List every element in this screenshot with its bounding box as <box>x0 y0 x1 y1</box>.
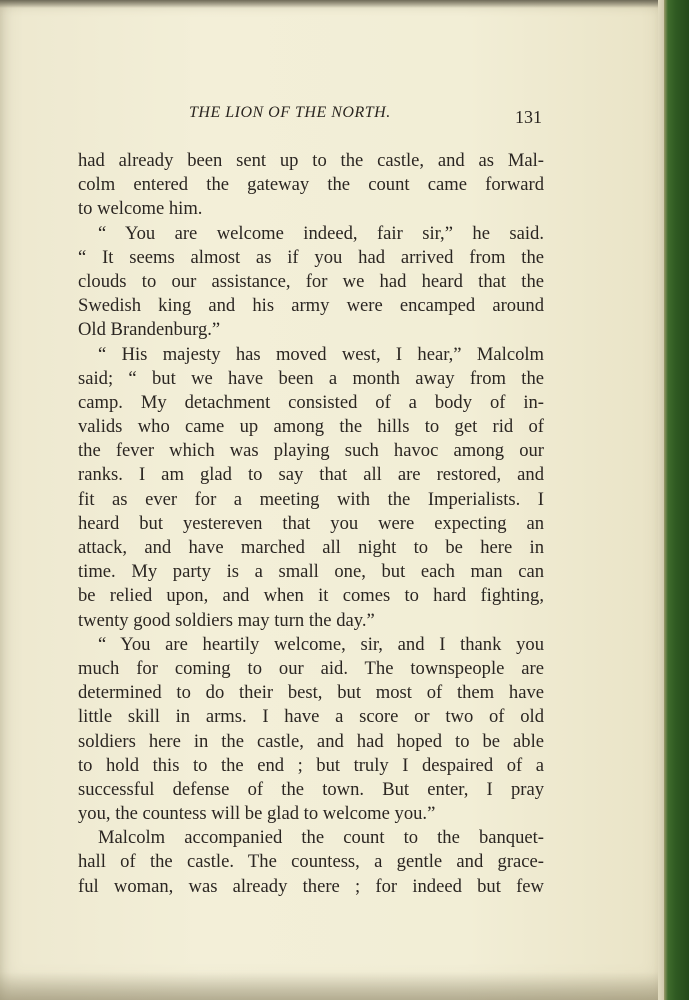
text-line: time. My party is a small one, but each man can <box>78 561 544 583</box>
text-line: camp. My detachment consisted of a body of in- <box>78 391 544 413</box>
text-line: heard but yestereven that you were expecting an <box>78 512 544 534</box>
text-line: twenty good soldiers may turn the day.” <box>78 609 375 631</box>
text-line: you, the countess will be glad to welcome you.” <box>78 803 436 825</box>
text-line: “ It seems almost as if you had arrived from the <box>78 246 544 268</box>
text-line: “ You are welcome indeed, fair sir,” he said. <box>98 222 544 244</box>
text-line: much for coming to our aid. The townspeople are <box>78 657 544 679</box>
text-line: colm entered the gateway the count came forward <box>78 174 544 196</box>
text-line: clouds to our assistance, for we had heard that the <box>78 270 544 292</box>
text-line: ranks. I am glad to say that all are restored, and <box>78 464 544 486</box>
text-line: “ You are heartily welcome, sir, and I thank you <box>98 633 544 655</box>
text-line: Old Brandenburg.” <box>78 319 221 341</box>
text-line: soldiers here in the castle, and had hoped to be able <box>78 730 544 752</box>
text-line: be relied upon, and when it comes to hard fighting, <box>78 585 544 607</box>
text-line: attack, and have marched all night to be here in <box>78 537 544 558</box>
book-cover-edge <box>664 0 689 1000</box>
page-number: 131 <box>515 107 542 127</box>
text-line: Swedish king and his army were encamped around <box>78 295 544 317</box>
text-line: determined to do their best, but most of them have <box>78 682 544 704</box>
text-line: to welcome him. <box>78 198 203 220</box>
text-line: Malcolm accompanied the count to the banquet- <box>98 827 544 849</box>
text-line: ful woman, was already there ; for indeed but few <box>78 875 544 897</box>
text-line: hall of the castle. The countess, a gentle and grace- <box>78 851 544 873</box>
text-line: fit as ever for a meeting with the Imperialists. I <box>78 488 544 510</box>
text-line: the fever which was playing such havoc among our <box>78 440 544 462</box>
text-line: little skill in arms. I have a score or two of old <box>78 706 544 728</box>
text-line: to hold this to the end ; but truly I despaired of a <box>78 754 544 776</box>
page-header <box>78 104 544 128</box>
text-line: had already been sent up to the castle, and as Mal- <box>78 150 544 171</box>
text-line: “ His majesty has moved west, I hear,” Malcolm <box>98 343 544 365</box>
body-text <box>78 149 544 899</box>
running-title: THE LION OF THE NORTH. <box>189 104 391 121</box>
text-line: valids who came up among the hills to get rid of <box>78 416 544 438</box>
page-bottom-shadow <box>0 972 664 1000</box>
text-line: said; “ but we have been a month away from the <box>78 367 544 389</box>
text-line: successful defense of the town. But enter, I pray <box>78 778 544 800</box>
page-top-shadow <box>0 0 664 8</box>
